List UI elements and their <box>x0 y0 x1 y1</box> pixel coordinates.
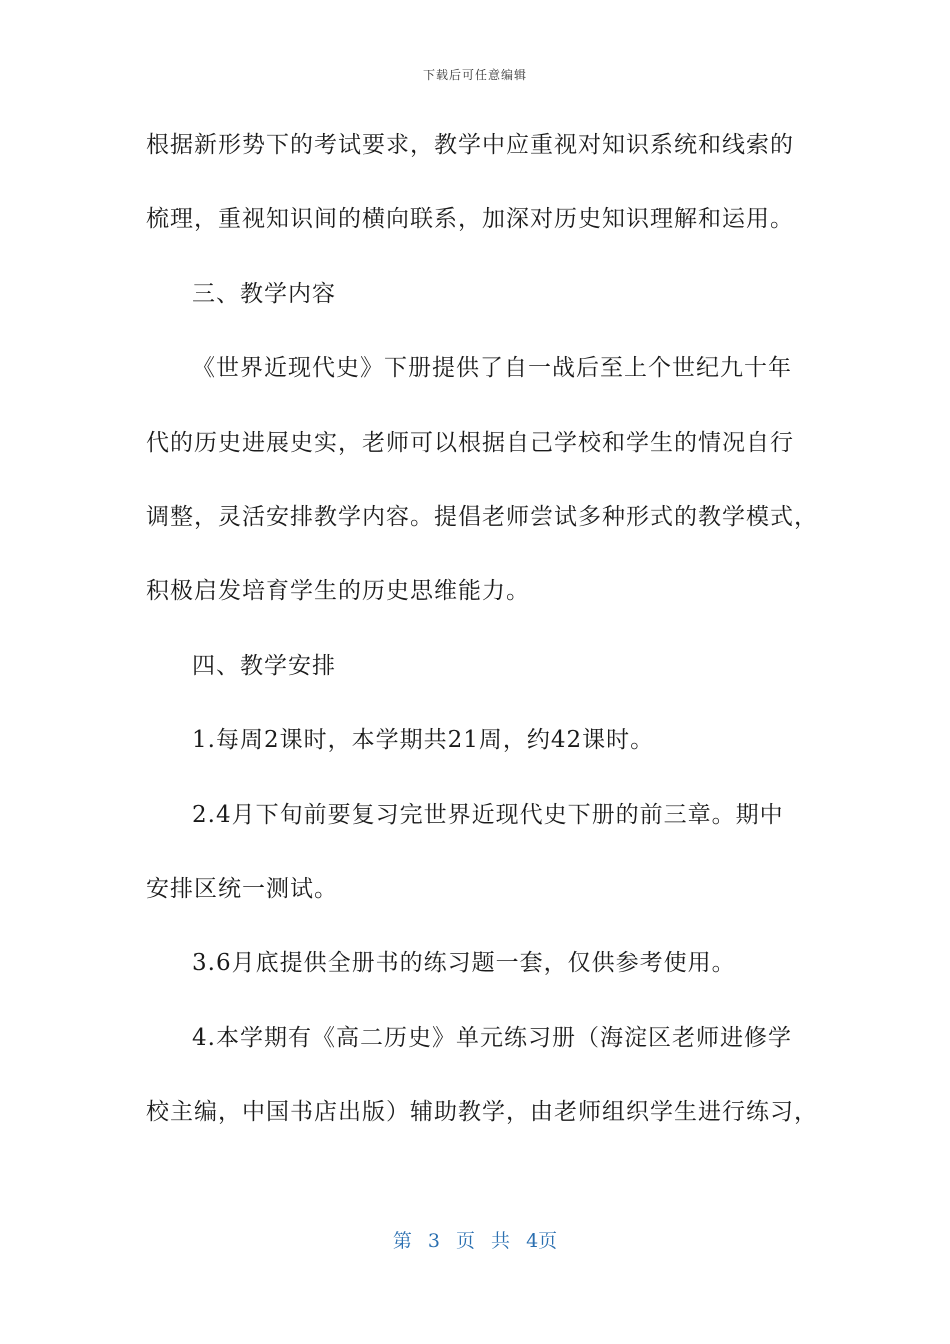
list-item: 4.本学期有《高二历史》单元练习册（海淀区老师进修学 <box>192 1024 792 1051</box>
body-line: 校主编，中国书店出版）辅助教学，由老师组织学生进行练习， <box>146 1099 818 1126</box>
page-number-footer: 第 3 页 共 4页 <box>392 1230 558 1252</box>
body-line: 《世界近现代史》下册提供了自一战后至上个世纪九十年 <box>192 355 792 382</box>
body-line: 积极启发培育学生的历史思维能力。 <box>146 578 530 605</box>
list-item: 2.4月下旬前要复习完世界近现代史下册的前三章。期中 <box>192 801 784 828</box>
section-heading: 四、教学安排 <box>192 652 336 679</box>
section-heading: 三、教学内容 <box>192 280 336 307</box>
body-line: 梳理，重视知识间的横向联系，加深对历史知识理解和运用。 <box>146 206 794 233</box>
body-line: 代的历史进展史实，老师可以根据自己学校和学生的情况自行 <box>146 429 794 456</box>
body-line: 安排区统一测试。 <box>146 875 338 902</box>
body-line: 根据新形势下的考试要求，教学中应重视对知识系统和线索的 <box>146 132 794 158</box>
document-body <box>146 122 818 1163</box>
list-item: 3.6月底提供全册书的练习题一套，仅供参考使用。 <box>192 950 736 977</box>
body-line: 调整，灵活安排教学内容。提倡老师尝试多种形式的教学模式， <box>146 503 818 530</box>
page-header-note: 下载后可任意编辑 <box>422 68 527 82</box>
list-item: 1.每周2课时，本学期共21周，约42课时。 <box>192 727 655 754</box>
